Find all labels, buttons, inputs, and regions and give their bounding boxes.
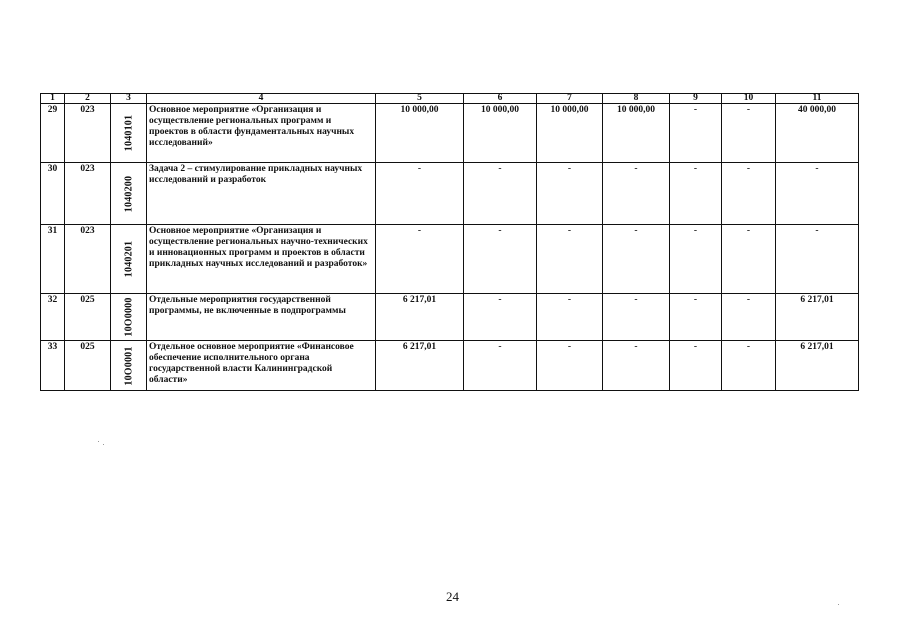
- value-10: -: [722, 163, 776, 225]
- program-code: [111, 341, 147, 391]
- value-9: -: [670, 163, 722, 225]
- value-8: -: [603, 163, 670, 225]
- budget-table: [40, 93, 859, 391]
- value-11: 40 000,00: [776, 104, 859, 163]
- row-number: 31: [41, 225, 65, 294]
- description: Основное мероприятие «Организация и осуществление региональных научно-технических и инновационных программ и проектов в области прикладных научных исследований и разработок»: [147, 225, 376, 294]
- value-6: 10 000,00: [464, 104, 537, 163]
- program-code-text: 1040200: [123, 175, 134, 212]
- value-7: -: [537, 341, 603, 391]
- header-row: [41, 94, 859, 104]
- table-row: [41, 163, 859, 225]
- value-10: -: [722, 104, 776, 163]
- value-8: -: [603, 225, 670, 294]
- header-col-4: 4: [147, 94, 376, 104]
- header-col-1: 1: [41, 94, 65, 104]
- header-col-2: 2: [65, 94, 111, 104]
- value-11: -: [776, 163, 859, 225]
- value-8: -: [603, 294, 670, 341]
- value-5: -: [376, 163, 464, 225]
- row-number: 32: [41, 294, 65, 341]
- page-number: 24: [446, 589, 459, 604]
- value-10: -: [722, 294, 776, 341]
- value-7: 10 000,00: [537, 104, 603, 163]
- header-col-8: 8: [603, 94, 670, 104]
- gov-code: 023: [65, 104, 111, 163]
- row-number: 30: [41, 163, 65, 225]
- table-row: [41, 294, 859, 341]
- value-10: -: [722, 225, 776, 294]
- value-9: -: [670, 104, 722, 163]
- program-code-text: 10О0001: [123, 345, 134, 386]
- header-col-3: 3: [111, 94, 147, 104]
- header-col-10: 10: [722, 94, 776, 104]
- value-6: -: [464, 294, 537, 341]
- row-number: 33: [41, 341, 65, 391]
- value-5: -: [376, 225, 464, 294]
- gov-code: 023: [65, 163, 111, 225]
- program-code: [111, 225, 147, 294]
- header-col-7: 7: [537, 94, 603, 104]
- gov-code: 023: [65, 225, 111, 294]
- program-code-text: 1040101: [123, 114, 134, 152]
- value-11: 6 217,01: [776, 341, 859, 391]
- value-8: -: [603, 341, 670, 391]
- value-5: 6 217,01: [376, 294, 464, 341]
- description: Отдельное основное мероприятие «Финансовое обеспечение исполнительного органа государственной власти Калининградской области»: [147, 341, 376, 391]
- value-7: -: [537, 225, 603, 294]
- program-code-text: 1040201: [123, 240, 134, 278]
- program-code: [111, 104, 147, 163]
- value-7: -: [537, 294, 603, 341]
- gov-code: 025: [65, 294, 111, 341]
- table-row: [41, 341, 859, 391]
- header-col-9: 9: [670, 94, 722, 104]
- table-row: [41, 225, 859, 294]
- header-col-6: 6: [464, 94, 537, 104]
- gov-code: 025: [65, 341, 111, 391]
- value-11: -: [776, 225, 859, 294]
- row-number: 29: [41, 104, 65, 163]
- program-code-text: 10О0000: [123, 297, 134, 337]
- value-8: 10 000,00: [603, 104, 670, 163]
- scan-speck: [103, 444, 104, 445]
- description: Отдельные мероприятия государственной программы, не включенные в подпрограммы: [147, 294, 376, 341]
- scan-speck: [98, 441, 99, 442]
- program-code: [111, 163, 147, 225]
- value-9: -: [670, 294, 722, 341]
- header-col-5: 5: [376, 94, 464, 104]
- program-code: [111, 294, 147, 341]
- value-10: -: [722, 341, 776, 391]
- description: Задача 2 – стимулирование прикладных научных исследований и разработок: [147, 163, 376, 225]
- value-6: -: [464, 341, 537, 391]
- table-row: [41, 104, 859, 163]
- value-9: -: [670, 225, 722, 294]
- value-9: -: [670, 341, 722, 391]
- header-col-11: 11: [776, 94, 859, 104]
- value-11: 6 217,01: [776, 294, 859, 341]
- value-6: -: [464, 163, 537, 225]
- value-5: 10 000,00: [376, 104, 464, 163]
- value-7: -: [537, 163, 603, 225]
- value-6: -: [464, 225, 537, 294]
- value-5: 6 217,01: [376, 341, 464, 391]
- description: Основное мероприятие «Организация и осуществление региональных программ и проектов в области фундаментальных научных исследований»: [147, 104, 376, 163]
